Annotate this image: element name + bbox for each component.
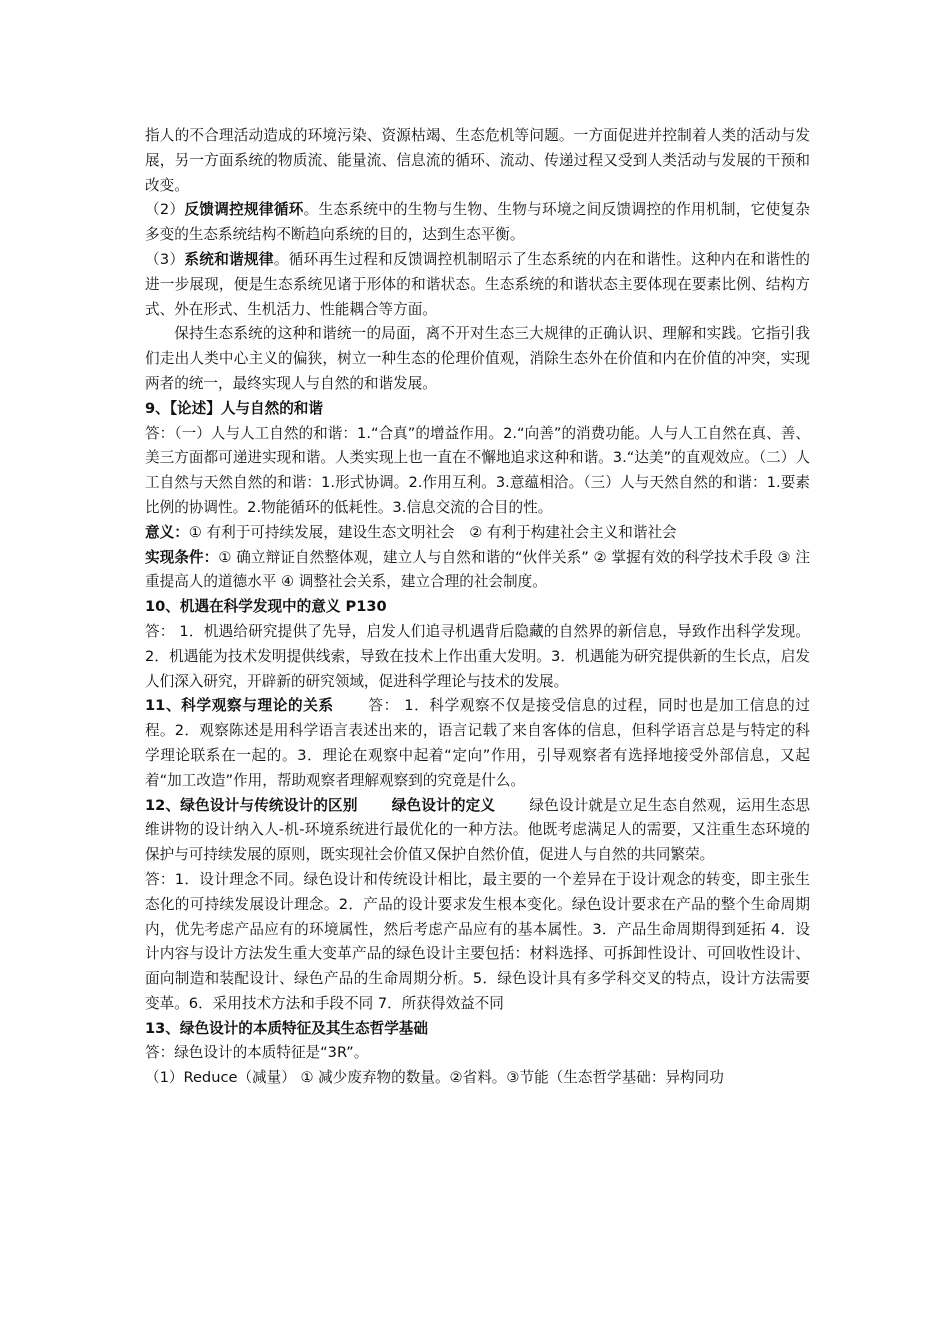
paragraph [145,546,810,596]
text-run: 保持生态系统的这种和谐统一的局面，离不开对生态三大规律的正确认识、理解和实践。它指引我们走出人类中心主义的偏狭，树立一种生态的伦理价值观，消除生态外在价值和内在价值的冲突，实现两者的统一，最终实现人与自然的和谐发展。 [145,325,810,392]
bold-text: 11、科学观察与理论的关系 [145,697,334,715]
paragraph [145,868,810,1017]
paragraph [145,521,810,546]
text-run: 答：绿色设计的本质特征是“3R”。 [145,1044,369,1062]
text-run: 答：1．设计理念不同。绿色设计和传统设计相比，最主要的一个差异在于设计观念的转变，即主张生态化的可持续发展设计理念。2．产品的设计要求发生根本变化。绿色设计要求在产品的整个生命周期内，优先考虑产品应有的环境属性，然后考虑产品应有的基本属性。3．产品生命周期得到延拓 4．设计内容与设计方法发生重大变革产品的绿色设计主要包括：材料选择、可拆卸性设计、可回收性设计、面向制造和装配设计、绿色产品的生命周期分析。5．绿色设计具有多学科交叉的特点，设计方法需要变革。6．采用技术方法和手段不同 7．所获得效益不同 [145,870,810,1012]
bold-text: 意义： [145,523,189,541]
paragraph [145,198,810,248]
text-run: 。循环再生过程和反馈调控机制昭示了生态系统的内在和谐性。这种内在和谐性的进一步展现，便是生态系统见诸于形体的和谐状态。生态系统的和谐状态主要体现在要素比例、结构方式、外在形式、生机活力、性能耦合等方面。 [145,250,810,318]
paragraph [145,322,810,396]
bold-text: 系统和谐规律 [184,250,274,268]
text-run: 绿色设计就是立足生态自然观，运用生态思维讲物的设计纳入人-机-环境系统进行最优化的一种方法。他既考虑满足人的需要，又注重生态环境的保护与可持续发展的原则，既实现社会价值又保护自然价值，促进人与自然的共同繁荣。 [145,796,810,864]
bold-text: 10、机遇在科学发现中的意义 P130 [145,598,387,616]
bold-text: 实现条件： [145,548,219,566]
paragraph [145,397,810,422]
paragraph [145,1017,810,1042]
paragraph [145,1066,810,1091]
text-run: ① 确立辩证自然整体观，建立人与自然和谐的“伙伴关系” ② 掌握有效的科学技术手段 ③ 注重提高人的道德水平 ④ 调整社会关系，建立合理的社会制度。 [145,548,810,591]
paragraph [145,124,810,198]
bold-text: 反馈调控规律循环 [184,201,304,219]
bold-text: 9、【论述】人与自然的和谐 [145,399,323,417]
paragraph [145,620,810,694]
paragraph [145,1041,810,1066]
text-run: （1）Reduce（减量） ① 减少废弃物的数量。②省料。③节能（生态哲学基础：异构同功 [145,1069,724,1087]
bold-text: 绿色设计的定义 [391,796,496,814]
text-run: 答：（一）人与人工自然的和谐：1.“合真”的增益作用。2.“向善”的消费功能。人与人工自然在真、善、美三方面都可递进实现和谐。人类实现上也一直在不懈地追求这种和谐。3.“达美”的直观效应。（二）人工自然与天然自然的和谐：1.形式协调。2.作用互利。3.意蕴相洽。（三）人与天然自然的和谐：1.要素比例的协调性。2.物能循环的低耗性。3.信息交流的合目的性。 [145,424,810,516]
paragraph [145,248,810,322]
text-run: 。生态系统中的生物与生物、生物与环境之间反馈调控的作用机制，它使复杂多变的生态系统结构不断趋向系统的目的，达到生态平衡。 [145,201,810,244]
text-run: ① 有利于可持续发展，建设生态文明社会 ② 有利于构建社会主义和谐社会 [188,523,677,541]
paragraph [145,794,810,868]
text-run: 指人的不合理活动造成的环境污染、资源枯竭、生态危机等问题。一方面促进并控制着人类的活动与发展，另一方面系统的物质流、能量流、信息流的循环、流动、传递过程又受到人类活动与发展的干预和改变。 [145,127,810,194]
paragraph [145,595,810,620]
paragraph [145,422,810,521]
text-run: （2） [145,201,185,219]
bold-text: 13、绿色设计的本质特征及其生态哲学基础 [145,1019,428,1037]
text-run: （3） [145,250,185,268]
text-run: 答： 1．科学观察不仅是接受信息的过程，同时也是加工信息的过程。2．观察陈述是用科学语言表述出来的，语言记载了来自客体的信息，但科学语言总是与特定的科学理论联系在一起的。3．理论在观察中起着“定向”作用，引导观察者有选择地接受外部信息，又起着“加工改造”作用，帮助观察者理解观察到的究竟是什么。 [145,697,810,789]
text-run: 答： 1．机遇给研究提供了先导，启发人们追寻机遇背后隐藏的自然界的新信息，导致作出科学发现。2．机遇能为技术发明提供线索，导致在技术上作出重大发明。3．机遇能为研究提供新的生长点，启发人们深入研究，开辟新的研究领域，促进科学理论与技术的发展。 [145,622,810,690]
bold-text: 12、绿色设计与传统设计的区别 [145,796,358,814]
paragraph [145,694,810,793]
document-page [145,124,810,1091]
